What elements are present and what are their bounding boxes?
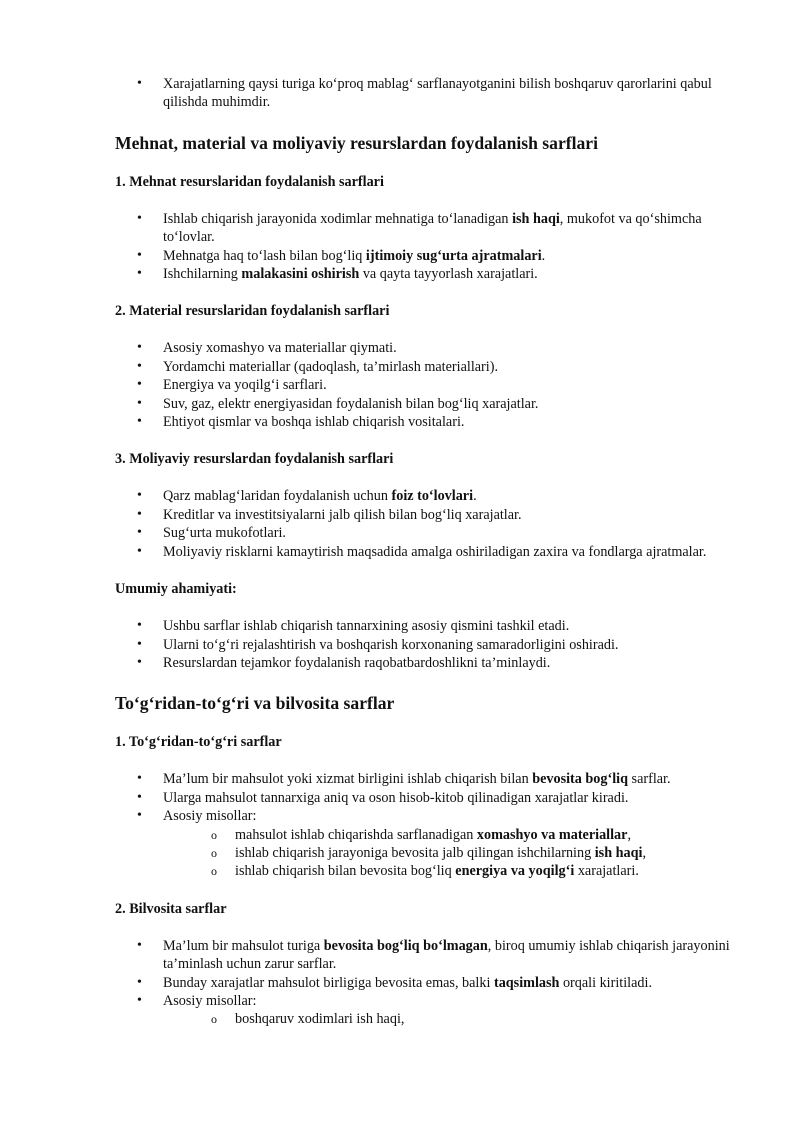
list-item: • Ma’lum bir mahsulot yoki xizmat birligini ishlab chiqarish bilan bevosita bog‘liq sarflar. xyxy=(137,770,745,788)
direct-examples-list xyxy=(211,826,745,881)
financial-list xyxy=(137,487,745,561)
sub-list-item: o mahsulot ishlab chiqarishda sarflanadigan xomashyo va materiallar, xyxy=(211,826,745,844)
list-item: • Xarajatlarning qaysi turiga ko‘proq mablag‘ sarflanayotganini bilish boshqaruv qarorlarini qabul qilishda muhimdir. xyxy=(137,75,745,112)
material-list xyxy=(137,339,745,431)
sub-list-item: o boshqaruv xodimlari ish haqi, xyxy=(211,1010,745,1028)
indirect-list xyxy=(137,937,745,1029)
list-item: • Resurslardan tejamkor foydalanish raqobatbardoshlikni ta’minlaydi. xyxy=(137,654,745,672)
list-item: • Sug‘urta mukofotlari. xyxy=(137,524,745,542)
list-item: • Energiya va yoqilg‘i sarflari. xyxy=(137,376,745,394)
list-item: • Asosiy xomashyo va materiallar qiymati. xyxy=(137,339,745,357)
section-title-resources: Mehnat, material va moliyaviy resurslardan foydalanish sarflari xyxy=(115,132,598,153)
list-item: • Kreditlar va investitsiyalarni jalb qilish bilan bog‘liq xarajatlar. xyxy=(137,506,745,524)
list-item: • Ishchilarning malakasini oshirish va qayta tayyorlash xarajatlari. xyxy=(137,265,745,283)
list-item: • Ularni to‘g‘ri rejalashtirish va boshqarish korxonaning samaradorligini oshiradi. xyxy=(137,636,745,654)
document-content xyxy=(115,75,745,1029)
intro-list xyxy=(137,75,745,112)
sub-list-item: o ishlab chiqarish jarayoniga bevosita jalb qilingan ishchilarning ish haqi, xyxy=(211,844,745,862)
list-item: • Yordamchi materiallar (qadoqlash, ta’mirlash materiallari). xyxy=(137,358,745,376)
list-item: • Suv, gaz, elektr energiyasidan foydalanish bilan bog‘liq xarajatlar. xyxy=(137,395,745,413)
list-item: • Asosiy misollar: o mahsulot ishlab chiqarishda sarflanadigan xomashyo va materiallar, o ishlab chiqarish jarayoniga bevosita jalb qilingan ishchilarning ish haqi, o ishlab chiqarish bilan bevosita bog‘liq energiya va yoqilg‘i xarajatlari. xyxy=(137,807,745,881)
list-item: • Ishlab chiqarish jarayonida xodimlar mehnatiga to‘lanadigan ish haqi, mukofot va qo‘shimcha to‘lovlar. xyxy=(137,210,745,247)
list-item: • Asosiy misollar: o boshqaruv xodimlari ish haqi, xyxy=(137,992,745,1029)
sub-list-item: o ishlab chiqarish bilan bevosita bog‘liq energiya va yoqilg‘i xarajatlari. xyxy=(211,862,745,880)
list-item: • Ehtiyot qismlar va boshqa ishlab chiqarish vositalari. xyxy=(137,413,745,431)
heading-indirect-costs: 2. Bilvosita sarflar xyxy=(115,900,227,917)
list-item: • Moliyaviy risklarni kamaytirish maqsadida amalga oshiriladigan zaxira va fondlarga ajratmalar. xyxy=(137,543,745,561)
heading-labor-costs: 1. Mehnat resurslaridan foydalanish sarflari xyxy=(115,173,384,190)
list-item: • Ushbu sarflar ishlab chiqarish tannarxining asosiy qismini tashkil etadi. xyxy=(137,617,745,635)
list-item: • Qarz mablag‘laridan foydalanish uchun foiz to‘lovlari. xyxy=(137,487,745,505)
section-title-direct-indirect: To‘g‘ridan-to‘g‘ri va bilvosita sarflar xyxy=(115,693,395,714)
indirect-examples-list xyxy=(211,1010,745,1028)
heading-material-costs: 2. Material resurslaridan foydalanish sarflari xyxy=(115,303,390,320)
heading-direct-costs: 1. To‘g‘ridan-to‘g‘ri sarflar xyxy=(115,734,282,751)
heading-financial-costs: 3. Moliyaviy resurslardan foydalanish sarflari xyxy=(115,451,394,468)
list-item: • Mehnatga haq to‘lash bilan bog‘liq ijtimoiy sug‘urta ajratmalari. xyxy=(137,247,745,265)
direct-list xyxy=(137,770,745,880)
list-item: • Ma’lum bir mahsulot turiga bevosita bog‘liq bo‘lmagan, biroq umumiy ishlab chiqarish jarayonini ta’minlash uchun zarur sarflar. xyxy=(137,937,745,974)
heading-general-importance: Umumiy ahamiyati: xyxy=(115,581,237,598)
labor-list xyxy=(137,210,745,284)
list-item: • Bunday xarajatlar mahsulot birligiga bevosita emas, balki taqsimlash orqali kiritiladi. xyxy=(137,974,745,992)
list-item: • Ularga mahsulot tannarxiga aniq va oson hisob-kitob qilinadigan xarajatlar kiradi. xyxy=(137,789,745,807)
importance-list xyxy=(137,617,745,672)
